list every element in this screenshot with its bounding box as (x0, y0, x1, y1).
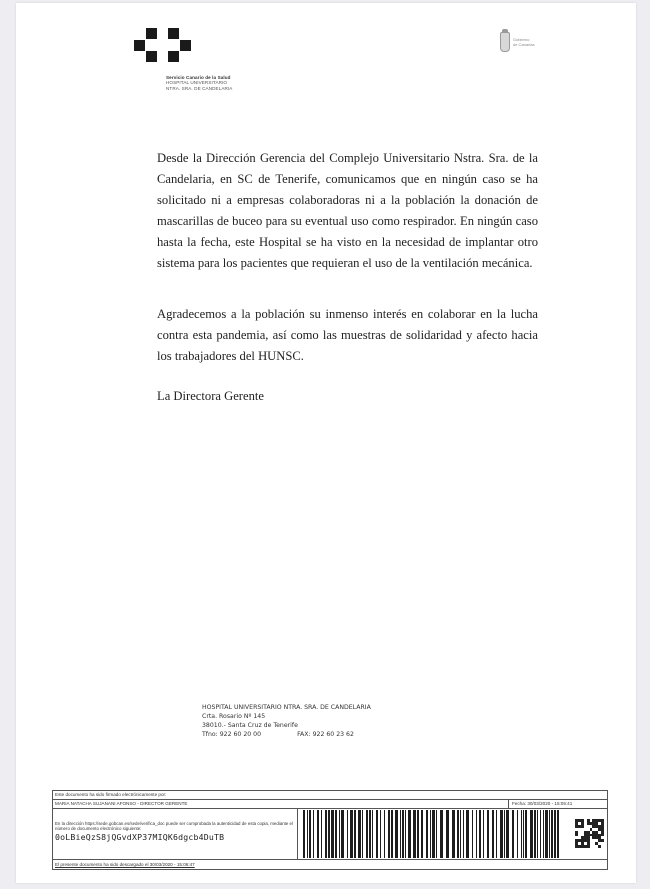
org-line: HOSPITAL UNIVERSITARIO (166, 80, 228, 86)
gov-line: de Canarias (513, 41, 535, 47)
signed-by-label: Este documento ha sido firmado electrónicamente por: (52, 790, 608, 799)
coat-of-arms-icon (500, 32, 510, 52)
document-page (16, 3, 636, 883)
verification-info (53, 809, 298, 859)
scs-cross-logo-icon (134, 28, 192, 62)
signature-date: Fecha: 30/03/2020 - 15:05:41 (508, 800, 607, 808)
gobierno-canarias-logo (494, 27, 550, 56)
verification-row (52, 808, 608, 860)
signer-row (52, 799, 608, 808)
download-notice: El presente documento ha sido descargado el 30/03/2020 - 15:06:47 (52, 860, 608, 870)
signer-name: MARIA NATACHA SUJANANI AFONSO - DIRECTOR GERENTE (55, 801, 188, 806)
gov-line: Gobierno (513, 36, 530, 42)
letter-paragraph-2: Agradecemos a la población su inmenso interés en colaborar en la lucha contra esta pandemia, así como las muestras de solidaridad y afecto hacia los trabajadores del HUNSC. (157, 307, 538, 363)
letter-paragraph-1: Desde la Dirección Gerencia del Complejo Universitario Nstra. Sra. de la Candelaria, en SC de Tenerife, comunicamos que en ningún caso se ha solicitado ni a empresas colaboradoras ni a la población la donación de mascarillas de buceo para su eventual uso como respirador. En ningún caso hasta la fecha, este Hospital se ha visto en la necesidad de implantar otro sistema para los pacientes que requieran el uso de la ventilación mecánica. (157, 151, 538, 270)
letter-signoff: La Directora Gerente (157, 389, 264, 403)
barcode-icon (303, 810, 565, 858)
organization-name (166, 75, 232, 91)
gov-logo-text (513, 37, 535, 47)
org-line: NTRA. SRA. DE CANDELARIA (166, 85, 233, 91)
address-fax: FAX: 922 60 23 62 (297, 731, 354, 738)
electronic-signature-box (52, 790, 608, 870)
address-phone: Tfno: 922 60 20 00 (202, 731, 262, 738)
address-name: HOSPITAL UNIVERSITARIO NTRA. SRA. DE CANDELARIA (202, 704, 371, 711)
address-city: 38010.- Santa Cruz de Tenerife (202, 722, 298, 729)
hospital-address (202, 703, 371, 739)
org-line: Servicio Canario de la Salud (166, 75, 231, 80)
qr-code-icon (575, 819, 604, 848)
verification-text: En la dirección https://sede.gobcan.es/sede/verifica_doc puede ser comprobada la autenticidad de esta copia, mediante el número de documento electrónico siguiente: (55, 821, 293, 832)
csv-code: 0oLBieQzS8jQGvdXP37MIQK6dgcb4DuTB (55, 832, 225, 843)
address-street: Crta. Rosario Nº 145 (202, 713, 266, 720)
